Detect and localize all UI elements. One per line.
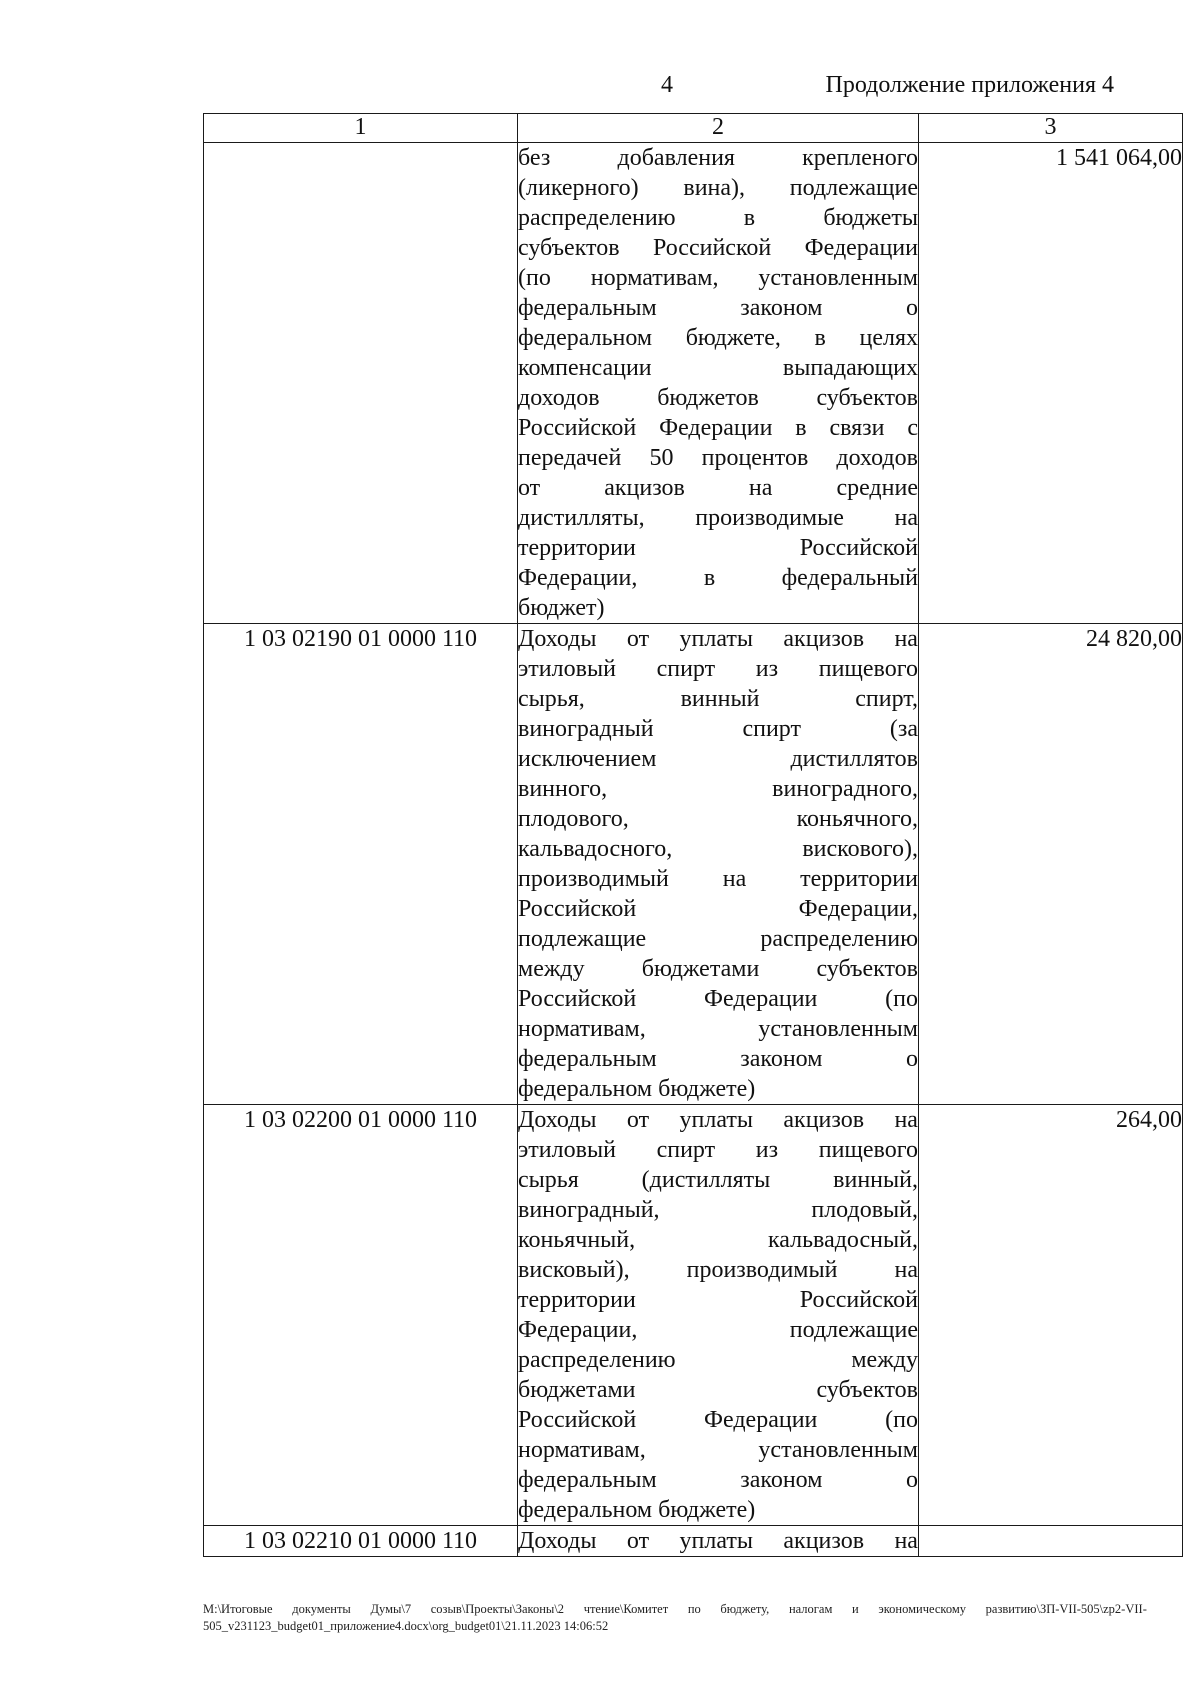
description-line: федеральным законом о	[518, 295, 918, 321]
description-line: нормативам, установленным	[518, 1016, 918, 1042]
document-file-path	[203, 1601, 1147, 1635]
description-line: коньячный, кальвадосный,	[518, 1227, 918, 1253]
description-line: между бюджетами субъектов	[518, 956, 918, 982]
table-row	[204, 1105, 1183, 1526]
amount-cell: 1 541 064,00	[919, 143, 1183, 624]
description-line: висковый), производимый на	[518, 1257, 918, 1283]
description-line: (по нормативам, установленным	[518, 265, 918, 291]
description-line: подлежащие распределению	[518, 926, 918, 952]
table-header-row	[204, 114, 1183, 143]
amount-cell: 24 820,00	[919, 624, 1183, 1105]
description-line: сырья (дистилляты винный,	[518, 1167, 918, 1193]
description-line: нормативам, установленным	[518, 1437, 918, 1463]
description-line: Российской Федерации (по	[518, 986, 918, 1012]
description-line: федеральном бюджете)	[518, 1497, 756, 1523]
column-header-amount: 3	[919, 114, 1183, 143]
column-header-name: 2	[518, 114, 919, 143]
description-line: сырья, винный спирт,	[518, 686, 918, 712]
description-line: распределению в бюджеты	[518, 205, 918, 231]
description-line: территории Российской	[518, 1287, 918, 1313]
column-header-code: 1	[204, 114, 518, 143]
description-line: Федерации, в федеральный	[518, 565, 918, 591]
description-line: передачей 50 процентов доходов	[518, 445, 918, 471]
description-line: от акцизов на средние	[518, 475, 918, 501]
description-line: виноградный спирт (за	[518, 716, 918, 742]
description-line: Доходы от уплаты акцизов на	[518, 1107, 918, 1133]
income-description-cell	[518, 1526, 919, 1557]
description-line: виноградный, плодовый,	[518, 1197, 918, 1223]
description-line: этиловый спирт из пищевого	[518, 656, 918, 682]
budget-code-cell: 1 03 02210 01 0000 110	[204, 1526, 518, 1557]
table-row	[204, 624, 1183, 1105]
description-line: Российской Федерации (по	[518, 1407, 918, 1433]
income-description-cell	[518, 624, 919, 1105]
description-line: производимый на территории	[518, 866, 918, 892]
description-line: Федерации, подлежащие	[518, 1317, 918, 1343]
description-line: кальвадосного, вискового),	[518, 836, 918, 862]
description-line: дистилляты, производимые на	[518, 505, 918, 531]
description-line: федеральным законом о	[518, 1046, 918, 1072]
file-path-line: M:\Итоговые документы Думы\7 созыв\Проекты\Законы\2 чтение\Комитет по бюджету, налогам и экономическому развитию\ЗП-VII-505\zp2-VII-	[203, 1602, 1147, 1616]
description-line: субъектов Российской Федерации	[518, 235, 918, 261]
amount-cell	[919, 1526, 1183, 1557]
budget-table	[203, 113, 1183, 1557]
description-line: исключением дистиллятов	[518, 746, 918, 772]
income-description-cell	[518, 143, 919, 624]
description-line: Доходы от уплаты акцизов на	[518, 1528, 918, 1554]
description-line: бюджетами субъектов	[518, 1377, 918, 1403]
description-line: бюджет)	[518, 595, 605, 621]
description-line: (ликерного) вина), подлежащие	[518, 175, 918, 201]
description-line: винного, виноградного,	[518, 776, 918, 802]
table-row	[204, 1526, 1183, 1557]
description-line: территории Российской	[518, 535, 918, 561]
description-line: федеральном бюджете)	[518, 1076, 756, 1102]
continuation-title: Продолжение приложения 4	[825, 72, 1114, 98]
description-line: федеральным законом о	[518, 1467, 918, 1493]
description-line: Российской Федерации в связи с	[518, 415, 918, 441]
amount-cell: 264,00	[919, 1105, 1183, 1526]
budget-code-cell	[204, 143, 518, 624]
budget-code-cell: 1 03 02200 01 0000 110	[204, 1105, 518, 1526]
description-line: компенсации выпадающих	[518, 355, 918, 381]
description-line: доходов бюджетов субъектов	[518, 385, 918, 411]
income-description-cell	[518, 1105, 919, 1526]
description-line: Доходы от уплаты акцизов на	[518, 626, 918, 652]
description-line: этиловый спирт из пищевого	[518, 1137, 918, 1163]
table-row	[204, 143, 1183, 624]
description-line: без добавления крепленого	[518, 145, 918, 171]
budget-code-cell: 1 03 02190 01 0000 110	[204, 624, 518, 1105]
description-line: распределению между	[518, 1347, 918, 1373]
description-line: Российской Федерации,	[518, 896, 918, 922]
page-number: 4	[661, 72, 673, 98]
table-body	[204, 143, 1183, 1557]
description-line: плодового, коньячного,	[518, 806, 918, 832]
file-path-line: 505_v231123_budget01_приложение4.docx\org_budget01\21.11.2023 14:06:52	[203, 1619, 609, 1633]
description-line: федеральном бюджете, в целях	[518, 325, 918, 351]
